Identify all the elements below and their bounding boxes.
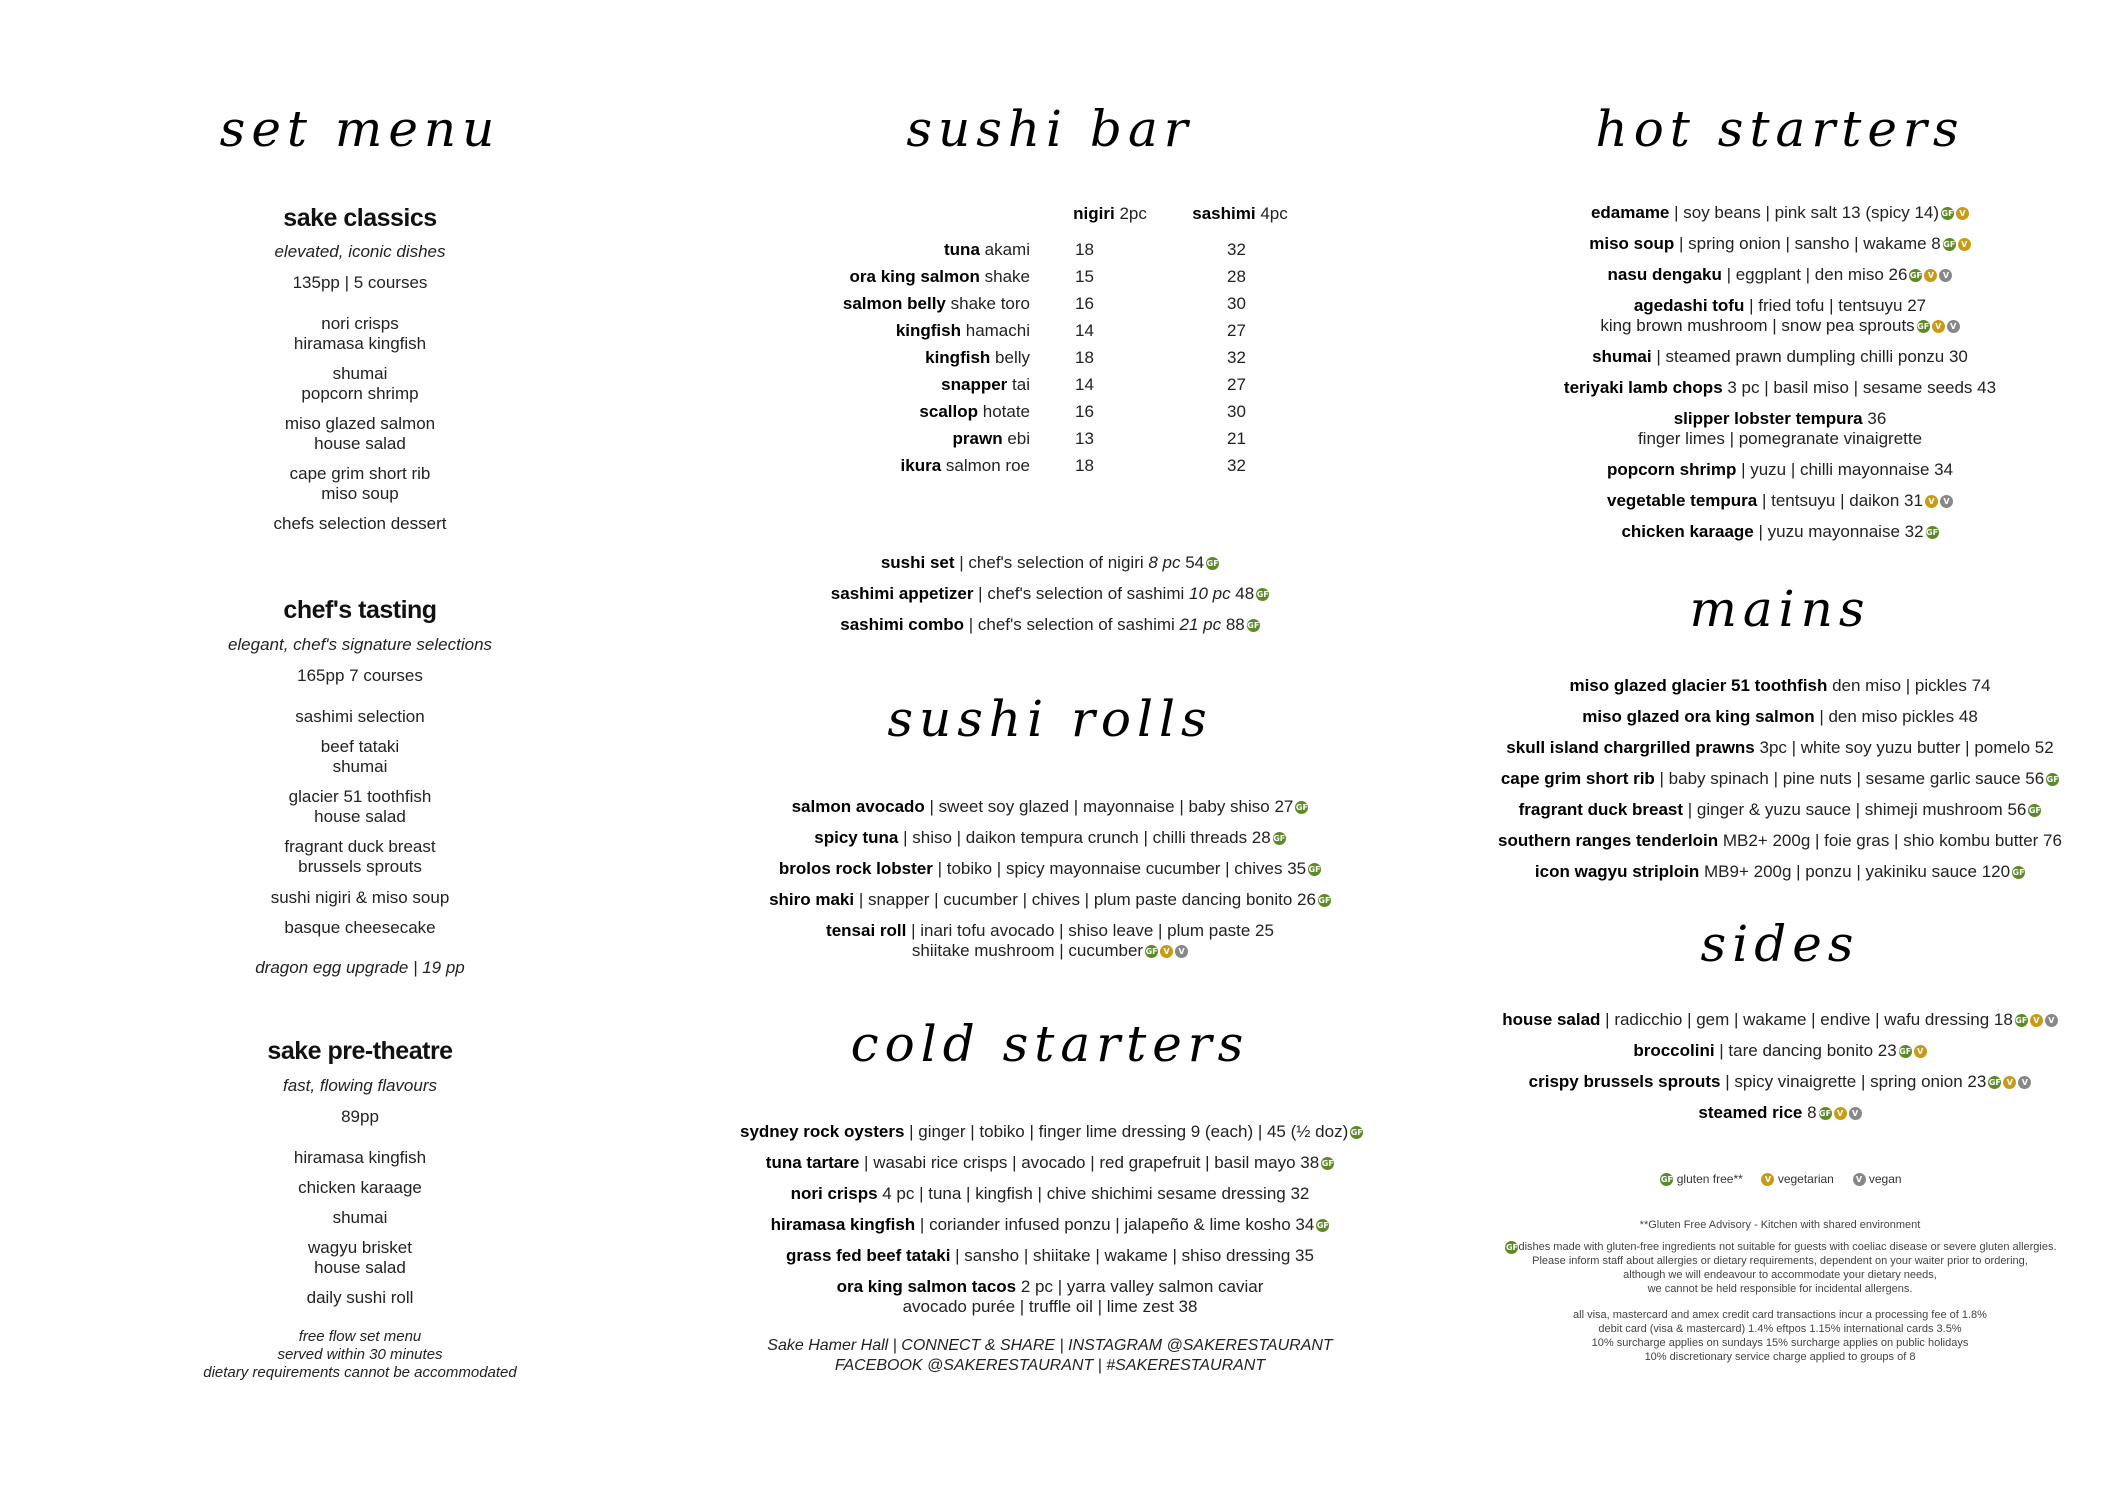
hot-starters-item: miso soup | spring onion | sansho | wakame 8 GF V: [1480, 234, 2080, 254]
hot-starters-item: agedashi tofu | fried tofu | tentsuyu 27 king brown mushroom | snow pea sprouts GF V V: [1480, 296, 2080, 336]
vegan-icon: V: [2045, 1014, 2058, 1027]
gluten-free-icon: GF: [1321, 1159, 1334, 1169]
gluten-free-icon: GF: [1145, 947, 1158, 957]
gluten-free-icon: GF: [1316, 1221, 1329, 1231]
vegetarian-icon: V: [2003, 1076, 2016, 1089]
vegetarian-icon: V: [1958, 238, 1971, 251]
mains-item: fragrant duck breast | ginger & yuzu sauce | shimeji mushroom 56 GF: [1518, 800, 2041, 819]
pretheatre-note: served within 30 minutes: [277, 1346, 443, 1363]
footer-social: Sake Hamer Hall | CONNECT & SHARE | INSTAGRAM @SAKERESTAURANT FACEBOOK @SAKERESTAURANT | #SAKERESTAURANT: [767, 1337, 1333, 1374]
cold-item: nori crisps 4 pc | tuna | kingfish | chive shichimi sesame dressing 32: [790, 1184, 1310, 1203]
dietary-notes: GFdishes made with gluten-free ingredients not suitable for guests with coeliac disease or severe gluten allergies. Please inform staff about allergies or dietary requirements, dependent on your waiter prior to ordering, although we will endeavour to accommodate your dietary needs, we cannot be held responsible for incidental allergens.: [1505, 1241, 2057, 1295]
tasting-upgrade: dragon egg upgrade | 19 pp: [255, 958, 465, 977]
vegetarian-icon: V: [1761, 1173, 1774, 1186]
sashimi-price: 32: [1227, 348, 1246, 367]
roll-item: brolos rock lobster | tobiko | spicy mayonnaise cucumber | chives 35 GF: [778, 859, 1321, 878]
gluten-free-icon: GF: [1926, 528, 1939, 538]
sushi-rolls-title: sushi rolls: [887, 690, 1213, 748]
pretheatre-item: shumai: [332, 1208, 388, 1227]
tasting-name: chef's tasting: [283, 596, 437, 624]
diet-legend: GF gluten free** V vegetarian V vegan: [1660, 1172, 1902, 1186]
roll-item: salmon avocado | sweet soy glazed | mayonnaise | baby shiso 27 GF: [791, 797, 1308, 816]
pretheatre-price: 89pp: [341, 1107, 379, 1126]
vegan-icon: V: [1940, 495, 1953, 508]
nigiri-price: 16: [1075, 294, 1094, 313]
sushi-fish: scallop hotate: [919, 402, 1030, 421]
cold-item: grass fed beef tataki | sansho | shiitake | wakame | shiso dressing 35: [786, 1246, 1314, 1265]
pretheatre-item: chicken karaage: [298, 1178, 422, 1197]
tasting-item: sashimi selection: [295, 707, 425, 726]
gluten-free-icon: GF: [2015, 1016, 2028, 1026]
roll-item: shiro maki | snapper | cucumber | chives | plum paste dancing bonito 26 GF: [769, 890, 1331, 909]
cold-item: hiramasa kingfish | coriander infused ponzu | jalapeño & lime kosho 34 GF: [770, 1215, 1329, 1234]
sushi-fish: kingfish belly: [925, 348, 1030, 367]
cold-starters-title: cold starters: [850, 1015, 1250, 1073]
hot-starters-item: teriyaki lamb chops 3 pc | basil miso | sesame seeds 43: [1563, 378, 1997, 397]
tasting-item: sushi nigiri & miso soup: [270, 888, 450, 907]
tasting-item: beef tataki shumai: [320, 737, 400, 776]
hot-starters-item: vegetable tempura | tentsuyu | daikon 31 V V: [1480, 491, 2080, 511]
sashimi-price: 27: [1227, 375, 1246, 394]
nigiri-price: 14: [1075, 375, 1094, 394]
gluten-free-icon: GF: [1988, 1078, 2001, 1088]
vegan-icon: V: [2018, 1076, 2031, 1089]
sushi-fish: tuna akami: [944, 240, 1030, 259]
cold-item: ora king salmon tacos 2 pc | yarra valley salmon caviar avocado purée | truffle oil | lime zest 38: [836, 1277, 1264, 1316]
gluten-free-icon: GF: [1350, 1128, 1363, 1138]
cold-item: sydney rock oysters | ginger | tobiko | finger lime dressing 9 (each) | 45 (½ doz) GF: [740, 1122, 1363, 1141]
sushi-fish: kingfish hamachi: [895, 321, 1030, 340]
vegetarian-icon: V: [1956, 207, 1969, 220]
hot-starters-title: hot starters: [1595, 100, 1965, 158]
sides-title: sides: [1700, 915, 1860, 973]
roll-item: tensai roll | inari tofu avocado | shiso leave | plum paste 25 shiitake mushroom | cucumber GF V V: [826, 921, 1274, 960]
vegan-icon: V: [1947, 320, 1960, 333]
sides-item: broccolini | tare dancing bonito 23 GF V: [1480, 1041, 2080, 1061]
sashimi-price: 30: [1227, 402, 1246, 421]
hot-starters-item: edamame | soy beans | pink salt 13 (spicy 14) GF V: [1480, 203, 2080, 223]
vegetarian-icon: V: [1932, 320, 1945, 333]
payment-notes: all visa, mastercard and amex credit card transactions incur a processing fee of 1.8% debit card (visa & mastercard) 1.4% eftpos 1.15% international cards 3.5% 10% surcharge applies on sundays 15% surcharge applies on public holidays 10% discretionary service charge applied to groups of 8: [1573, 1309, 1987, 1363]
gluten-free-icon: GF: [1318, 896, 1331, 906]
sashimi-price: 32: [1227, 240, 1246, 259]
nigiri-price: 14: [1075, 321, 1094, 340]
vegan-icon: V: [1175, 945, 1188, 958]
tasting-tagline: elegant, chef's signature selections: [227, 635, 493, 654]
mains-item: skull island chargrilled prawns 3pc | white soy yuzu butter | pomelo 52: [1506, 738, 2054, 757]
sashimi-price: 30: [1227, 294, 1246, 313]
nigiri-price: 18: [1075, 456, 1094, 475]
mains-item: southern ranges tenderloin MB2+ 200g | foie gras | shio kombu butter 76: [1498, 831, 2062, 850]
sushi-set: sushi set | chef's selection of nigiri 8 pc 54 GF: [880, 553, 1219, 572]
classics-price: 135pp | 5 courses: [292, 273, 428, 292]
sashimi-price: 21: [1227, 429, 1246, 448]
tasting-item: basque cheesecake: [284, 918, 436, 937]
gluten-free-icon: GF: [1256, 590, 1269, 600]
vegan-icon: V: [1939, 269, 1952, 282]
gluten-advisory: **Gluten Free Advisory - Kitchen with shared environment: [1639, 1219, 1921, 1231]
sashimi-price: 28: [1227, 267, 1246, 286]
vegetarian-icon: V: [1160, 945, 1173, 958]
gluten-free-icon: GF: [1909, 271, 1922, 281]
pretheatre-item: wagyu brisket house salad: [308, 1238, 412, 1277]
gluten-free-icon: GF: [1308, 865, 1321, 875]
pretheatre-item: daily sushi roll: [306, 1288, 414, 1307]
tasting-item: fragrant duck breast brussels sprouts: [284, 837, 436, 876]
mains-item: miso glazed ora king salmon | den miso pickles 48: [1582, 707, 1978, 726]
classics-tagline: elevated, iconic dishes: [274, 242, 446, 261]
vegan-icon: V: [1853, 1173, 1866, 1186]
vegan-icon: V: [1849, 1107, 1862, 1120]
vegetarian-icon: V: [2030, 1014, 2043, 1027]
pretheatre-name: sake pre-theatre: [267, 1037, 453, 1065]
vegetarian-icon: V: [1914, 1045, 1927, 1058]
gluten-free-icon: GF: [1941, 209, 1954, 219]
classics-name: sake classics: [283, 204, 437, 232]
hot-starters-item: chicken karaage | yuzu mayonnaise 32 GF: [1621, 522, 1939, 541]
classics-item: miso glazed salmon house salad: [284, 414, 436, 453]
tasting-price: 165pp 7 courses: [297, 666, 423, 685]
mains-item: miso glazed glacier 51 toothfish den miso | pickles 74: [1569, 676, 1991, 695]
set-menu-title: set menu: [219, 100, 501, 158]
gluten-free-icon: GF: [1819, 1109, 1832, 1119]
nigiri-price: 15: [1075, 267, 1094, 286]
pretheatre-note: dietary requirements cannot be accommodated: [203, 1364, 517, 1381]
gluten-free-icon: GF: [2028, 806, 2041, 816]
sushi-fish: ikura salmon roe: [900, 456, 1030, 475]
nigiri-price: 18: [1075, 348, 1094, 367]
cold-item: tuna tartare | wasabi rice crisps | avocado | red grapefruit | basil mayo 38 GF: [765, 1153, 1334, 1172]
nigiri-header: nigiri 2pc: [1073, 204, 1147, 223]
classics-item: cape grim short rib miso soup: [289, 464, 431, 503]
sashimi-price: 27: [1227, 321, 1246, 340]
sides-item: steamed rice 8 GF V V: [1480, 1103, 2080, 1123]
sushi-fish: snapper tai: [941, 375, 1030, 394]
hot-starters-item: slipper lobster tempura 36 finger limes | pomegranate vinaigrette: [1637, 409, 1923, 448]
gluten-free-icon: GF: [1505, 1242, 1518, 1252]
gluten-free-icon: GF: [1273, 834, 1286, 844]
tasting-item: glacier 51 toothfish house salad: [288, 787, 432, 826]
sushi-fish: prawn ebi: [952, 429, 1030, 448]
nigiri-price: 18: [1075, 240, 1094, 259]
sides-item: house salad | radicchio | gem | wakame | endive | wafu dressing 18 GF V V: [1480, 1010, 2080, 1030]
roll-item: spicy tuna | shiso | daikon tempura crunch | chilli threads 28 GF: [814, 828, 1286, 847]
hot-starters-item: popcorn shrimp | yuzu | chilli mayonnaise 34: [1606, 460, 1954, 479]
hot-starters-item: nasu dengaku | eggplant | den miso 26 GF V V: [1480, 265, 2080, 285]
sashimi-price: 32: [1227, 456, 1246, 475]
gluten-free-icon: GF: [1917, 322, 1930, 332]
sushi-fish: salmon belly shake toro: [842, 294, 1030, 313]
pretheatre-tagline: fast, flowing flavours: [282, 1076, 437, 1095]
mains-item: icon wagyu striploin MB9+ 200g | ponzu | yakiniku sauce 120 GF: [1534, 862, 2025, 881]
vegetarian-icon: V: [1924, 269, 1937, 282]
classics-item: nori crisps hiramasa kingfish: [293, 314, 427, 353]
nigiri-price: 16: [1075, 402, 1094, 421]
gluten-free-icon: GF: [1295, 803, 1308, 813]
sushi-fish: ora king salmon shake: [849, 267, 1030, 286]
classics-item: chefs selection dessert: [273, 514, 447, 533]
sushi-set: sashimi appetizer | chef's selection of sashimi 10 pc 48 GF: [830, 584, 1269, 603]
hot-starters-item: shumai | steamed prawn dumpling chilli ponzu 30: [1592, 347, 1968, 366]
sushi-bar-title: sushi bar: [906, 100, 1194, 158]
pretheatre-item: hiramasa kingfish: [293, 1148, 427, 1167]
sides-item: crispy brussels sprouts | spicy vinaigrette | spring onion 23 GF V V: [1480, 1072, 2080, 1092]
gluten-free-icon: GF: [1247, 621, 1260, 631]
sashimi-header: sashimi 4pc: [1192, 204, 1288, 223]
mains-item: cape grim short rib | baby spinach | pine nuts | sesame garlic sauce 56 GF: [1500, 769, 2059, 788]
mains-title: mains: [1689, 580, 1871, 638]
gluten-free-icon: GF: [1943, 240, 1956, 250]
gluten-free-icon: GF: [2012, 868, 2025, 878]
vegetarian-icon: V: [1834, 1107, 1847, 1120]
gluten-free-icon: GF: [2046, 775, 2059, 785]
pretheatre-note: free flow set menu: [298, 1328, 422, 1345]
nigiri-price: 13: [1075, 429, 1094, 448]
sushi-set: sashimi combo | chef's selection of sashimi 21 pc 88 GF: [840, 615, 1260, 634]
classics-item: shumai popcorn shrimp: [301, 364, 419, 403]
gluten-free-icon: GF: [1206, 559, 1219, 569]
vegetarian-icon: V: [1925, 495, 1938, 508]
gluten-free-icon: GF: [1899, 1047, 1912, 1057]
gluten-free-icon: GF: [1660, 1175, 1673, 1185]
